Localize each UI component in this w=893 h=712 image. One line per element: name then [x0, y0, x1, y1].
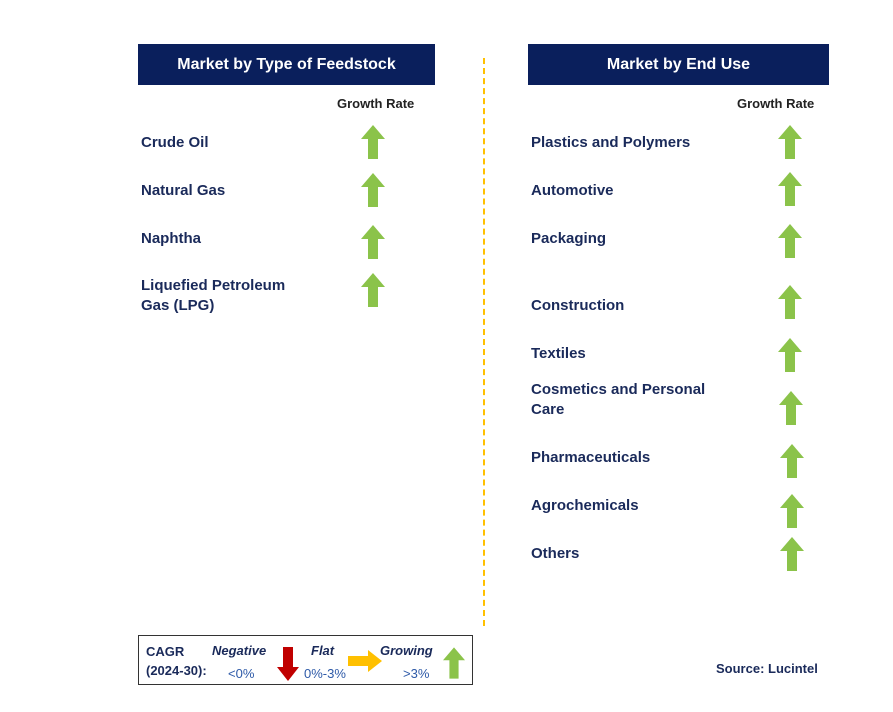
growing-arrow-icon: [778, 125, 802, 159]
end-use-item-automotive: Automotive: [531, 182, 614, 199]
feedstock-item-lpg: [141, 276, 285, 316]
growing-arrow-icon: [780, 537, 804, 571]
legend-negative-range: <0%: [228, 666, 255, 681]
end-use-item-agrochemicals: Agrochemicals: [531, 497, 639, 514]
legend-flat-label: Flat: [311, 643, 335, 658]
end-use-item-plastics: Plastics and Polymers: [531, 134, 691, 151]
legend-negative-label: Negative: [212, 643, 267, 658]
feedstock-item-naphtha: Naphtha: [141, 230, 201, 247]
growing-arrow-icon: [778, 224, 802, 258]
growing-arrow-icon: [361, 173, 385, 207]
end-use-item-cosmetics-line2: Care: [531, 401, 565, 418]
growing-arrow-icon: [778, 172, 802, 206]
negative-arrow-icon: [277, 647, 299, 681]
growing-arrow-icon: [361, 225, 385, 259]
growing-arrow-icon: [780, 494, 804, 528]
legend-growing-range: >3%: [403, 666, 430, 681]
panel-divider: [483, 58, 485, 626]
growing-arrow-icon: [780, 444, 804, 478]
growing-arrow-icon: [361, 273, 385, 307]
end-use-item-textiles: Textiles: [531, 345, 586, 362]
end-use-item-pharmaceuticals: Pharmaceuticals: [531, 449, 651, 466]
legend-flat-range: 0%-3%: [304, 666, 346, 681]
feedstock-growth-rate-label: Growth Rate: [337, 96, 415, 111]
source-credit: Source: Lucintel: [716, 661, 818, 676]
end-use-header: Market by End Use: [528, 44, 829, 85]
feedstock-item-lpg-line1: Liquefied Petroleum: [141, 277, 286, 294]
cagr-legend: [138, 635, 473, 685]
end-use-item-construction: Construction: [531, 297, 625, 314]
end-use-item-packaging: Packaging: [531, 230, 607, 247]
growing-arrow-icon: [778, 285, 802, 319]
feedstock-item-crude-oil: Crude Oil: [141, 134, 209, 151]
end-use-growth-rate-label: Growth Rate: [737, 96, 815, 111]
end-use-item-others: Others: [531, 545, 580, 562]
end-use-item-cosmetics-line1: Cosmetics and Personal: [531, 381, 706, 398]
growing-arrow-icon: [779, 391, 803, 425]
legend-growing-label: Growing: [380, 643, 433, 658]
end-use-item-cosmetics: [531, 380, 705, 420]
growing-arrow-icon: [778, 338, 802, 372]
legend-cagr-period: (2024-30):: [146, 663, 207, 678]
feedstock-header: Market by Type of Feedstock: [138, 44, 435, 85]
growing-arrow-icon: [443, 646, 465, 680]
flat-arrow-icon: [348, 650, 382, 672]
growing-arrow-icon: [361, 125, 385, 159]
feedstock-item-lpg-line2: Gas (LPG): [141, 297, 215, 314]
feedstock-item-natural-gas: Natural Gas: [141, 182, 226, 199]
legend-cagr-label: CAGR: [146, 644, 185, 659]
